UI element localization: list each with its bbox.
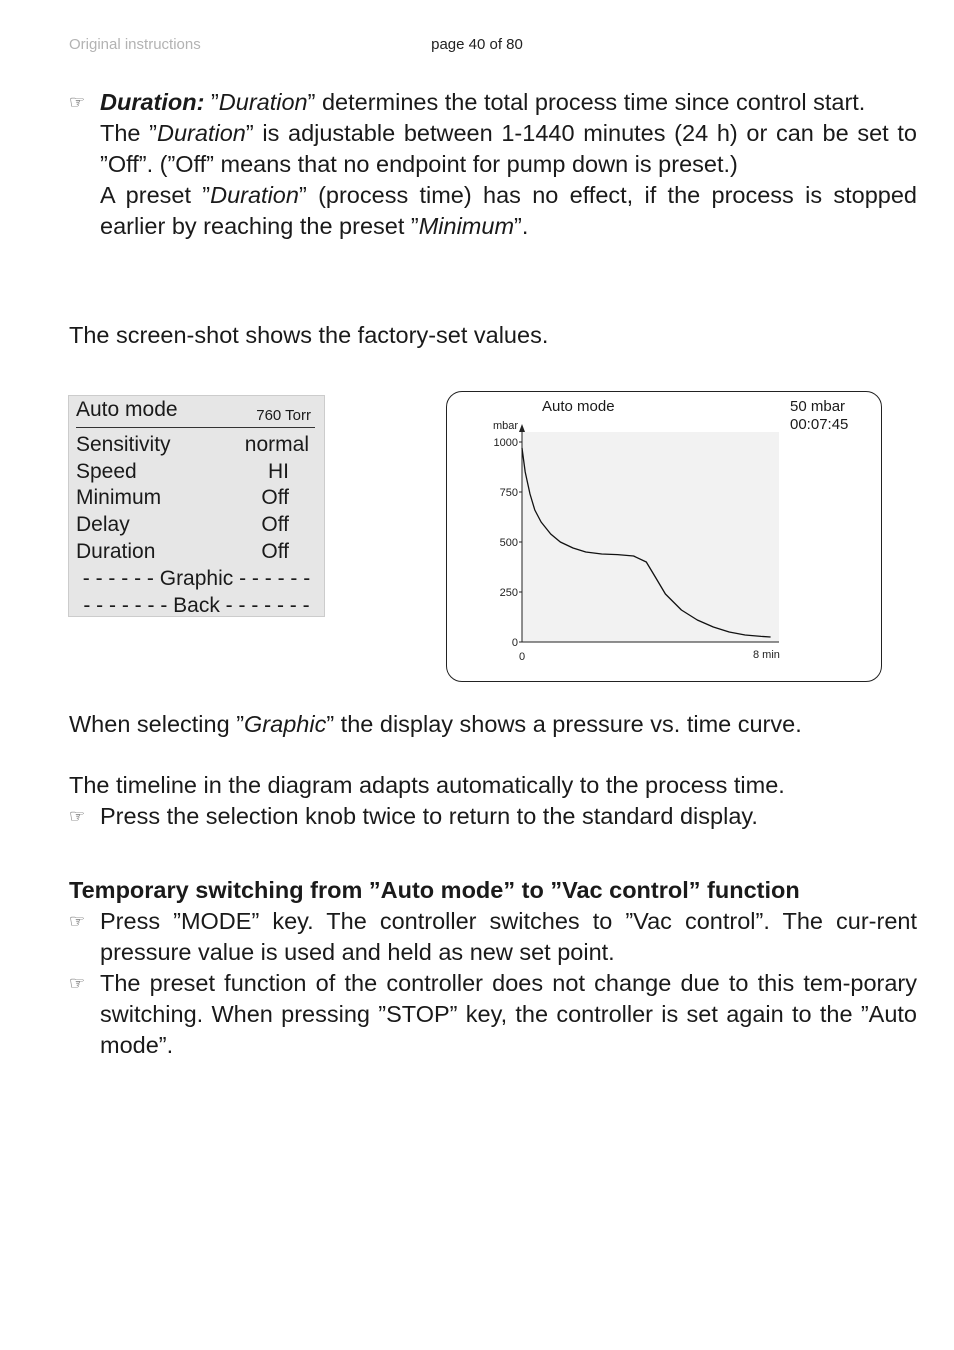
menu-divider xyxy=(76,427,315,428)
menu-item-back: - - - - - - - Back - - - - - - - xyxy=(83,594,310,617)
duration-bullet xyxy=(69,87,917,242)
preset-bullet-text: The preset function of the controller does not change due to this tem-porary switching. When pressing ”STOP” key, the controller is set again to the ”Auto mode”. xyxy=(100,970,917,1058)
duration-text-2a: The ” xyxy=(100,120,158,146)
minimum-term: Minimum xyxy=(418,213,515,239)
pointing-hand-icon: ☞ xyxy=(69,806,86,827)
menu-item-graphic: - - - - - - Graphic - - - - - - xyxy=(82,567,311,590)
section-heading: Temporary switching from ”Auto mode” to ”Vac control” function xyxy=(69,877,800,903)
menu-row-minimum xyxy=(76,484,309,511)
menu-row-label: Delay xyxy=(76,513,130,536)
y-axis-unit-label: mbar xyxy=(492,420,518,432)
menu-row-label: Minimum xyxy=(76,486,162,509)
plot-area xyxy=(522,432,779,642)
menu-pressure: 760 Torr xyxy=(256,407,311,424)
menu-row-label: Speed xyxy=(76,460,137,483)
menu-row-value: Off xyxy=(261,513,289,536)
menu-row-value: normal xyxy=(244,433,309,456)
duration-text-1: ” determines the total process time since control start. xyxy=(307,89,866,115)
preset-bullet xyxy=(69,968,917,1061)
menu-row-duration xyxy=(76,538,309,565)
menu-row-speed xyxy=(76,458,309,485)
pointing-hand-icon: ☞ xyxy=(69,92,86,113)
menu-row-value: HI xyxy=(268,460,289,483)
duration-text-3c: ”. xyxy=(514,213,529,239)
menu-row-sensitivity xyxy=(76,431,309,458)
graphic-term: Graphic xyxy=(244,711,327,737)
graphic-note-b: ” the display shows a pressure vs. time curve. xyxy=(326,711,802,737)
menu-title: Auto mode xyxy=(76,398,178,421)
duration-term-2: Duration xyxy=(157,120,246,146)
y-tick-label: 750 xyxy=(499,487,518,499)
menu-row-label: Duration xyxy=(76,540,156,563)
pressure-time-chart xyxy=(447,392,880,680)
duration-text-2b: ” is adjustable between 1-1440 minutes (24 h) or can be set to ”Off”. (”Off” means that no endpoint for pump down is preset.) xyxy=(100,120,917,177)
graphic-note xyxy=(69,709,886,740)
graph-elapsed-time: 00:07:45 xyxy=(790,416,849,433)
mode-bullet xyxy=(69,906,917,968)
duration-term-3: Duration xyxy=(210,182,299,208)
x-tick-label: 8 min xyxy=(753,649,780,661)
auto-mode-graphic-screen xyxy=(446,391,882,682)
knob-bullet-text: Press the selection knob twice to return to the standard display. xyxy=(100,803,758,829)
duration-text-3a: A preset ” xyxy=(100,182,211,208)
menu-row-value: Off xyxy=(261,540,289,563)
knob-bullet xyxy=(69,801,917,832)
duration-label: Duration: xyxy=(100,89,205,115)
menu-row-label: Sensitivity xyxy=(76,433,171,456)
graphic-note-a: When selecting ” xyxy=(69,711,245,737)
y-tick-label: 250 xyxy=(499,587,518,599)
quote-open: ” xyxy=(204,89,219,115)
y-tick-label: 1000 xyxy=(493,437,518,449)
pointing-hand-icon: ☞ xyxy=(69,973,86,994)
mode-bullet-text: Press ”MODE” key. The controller switches to ”Vac control”. The cur-rent pressure value is used and held as new set point. xyxy=(100,908,917,965)
graph-title: Auto mode xyxy=(542,398,615,415)
factory-note: The screen-shot shows the factory-set values. xyxy=(69,322,549,348)
duration-term: Duration xyxy=(218,89,308,115)
menu-row-delay xyxy=(76,511,309,538)
header-page-number: page 40 of 80 xyxy=(431,36,523,53)
header-document-type: Original instructions xyxy=(69,36,201,53)
duration-text-3b: ” (process time) has no effect, if the process is stopped earlier by reaching the preset ” xyxy=(100,182,918,239)
x-tick-label: 0 xyxy=(518,651,526,663)
graph-pressure: 50 mbar xyxy=(790,398,846,415)
menu-row-value: Off xyxy=(261,486,289,509)
y-axis-arrow xyxy=(519,424,525,432)
pointing-hand-icon: ☞ xyxy=(69,911,86,932)
auto-mode-menu-screen xyxy=(68,395,325,617)
y-tick-label: 0 xyxy=(511,637,518,649)
y-tick-label: 500 xyxy=(499,537,518,549)
timeline-note: The timeline in the diagram adapts automatically to the process time. xyxy=(69,772,785,798)
